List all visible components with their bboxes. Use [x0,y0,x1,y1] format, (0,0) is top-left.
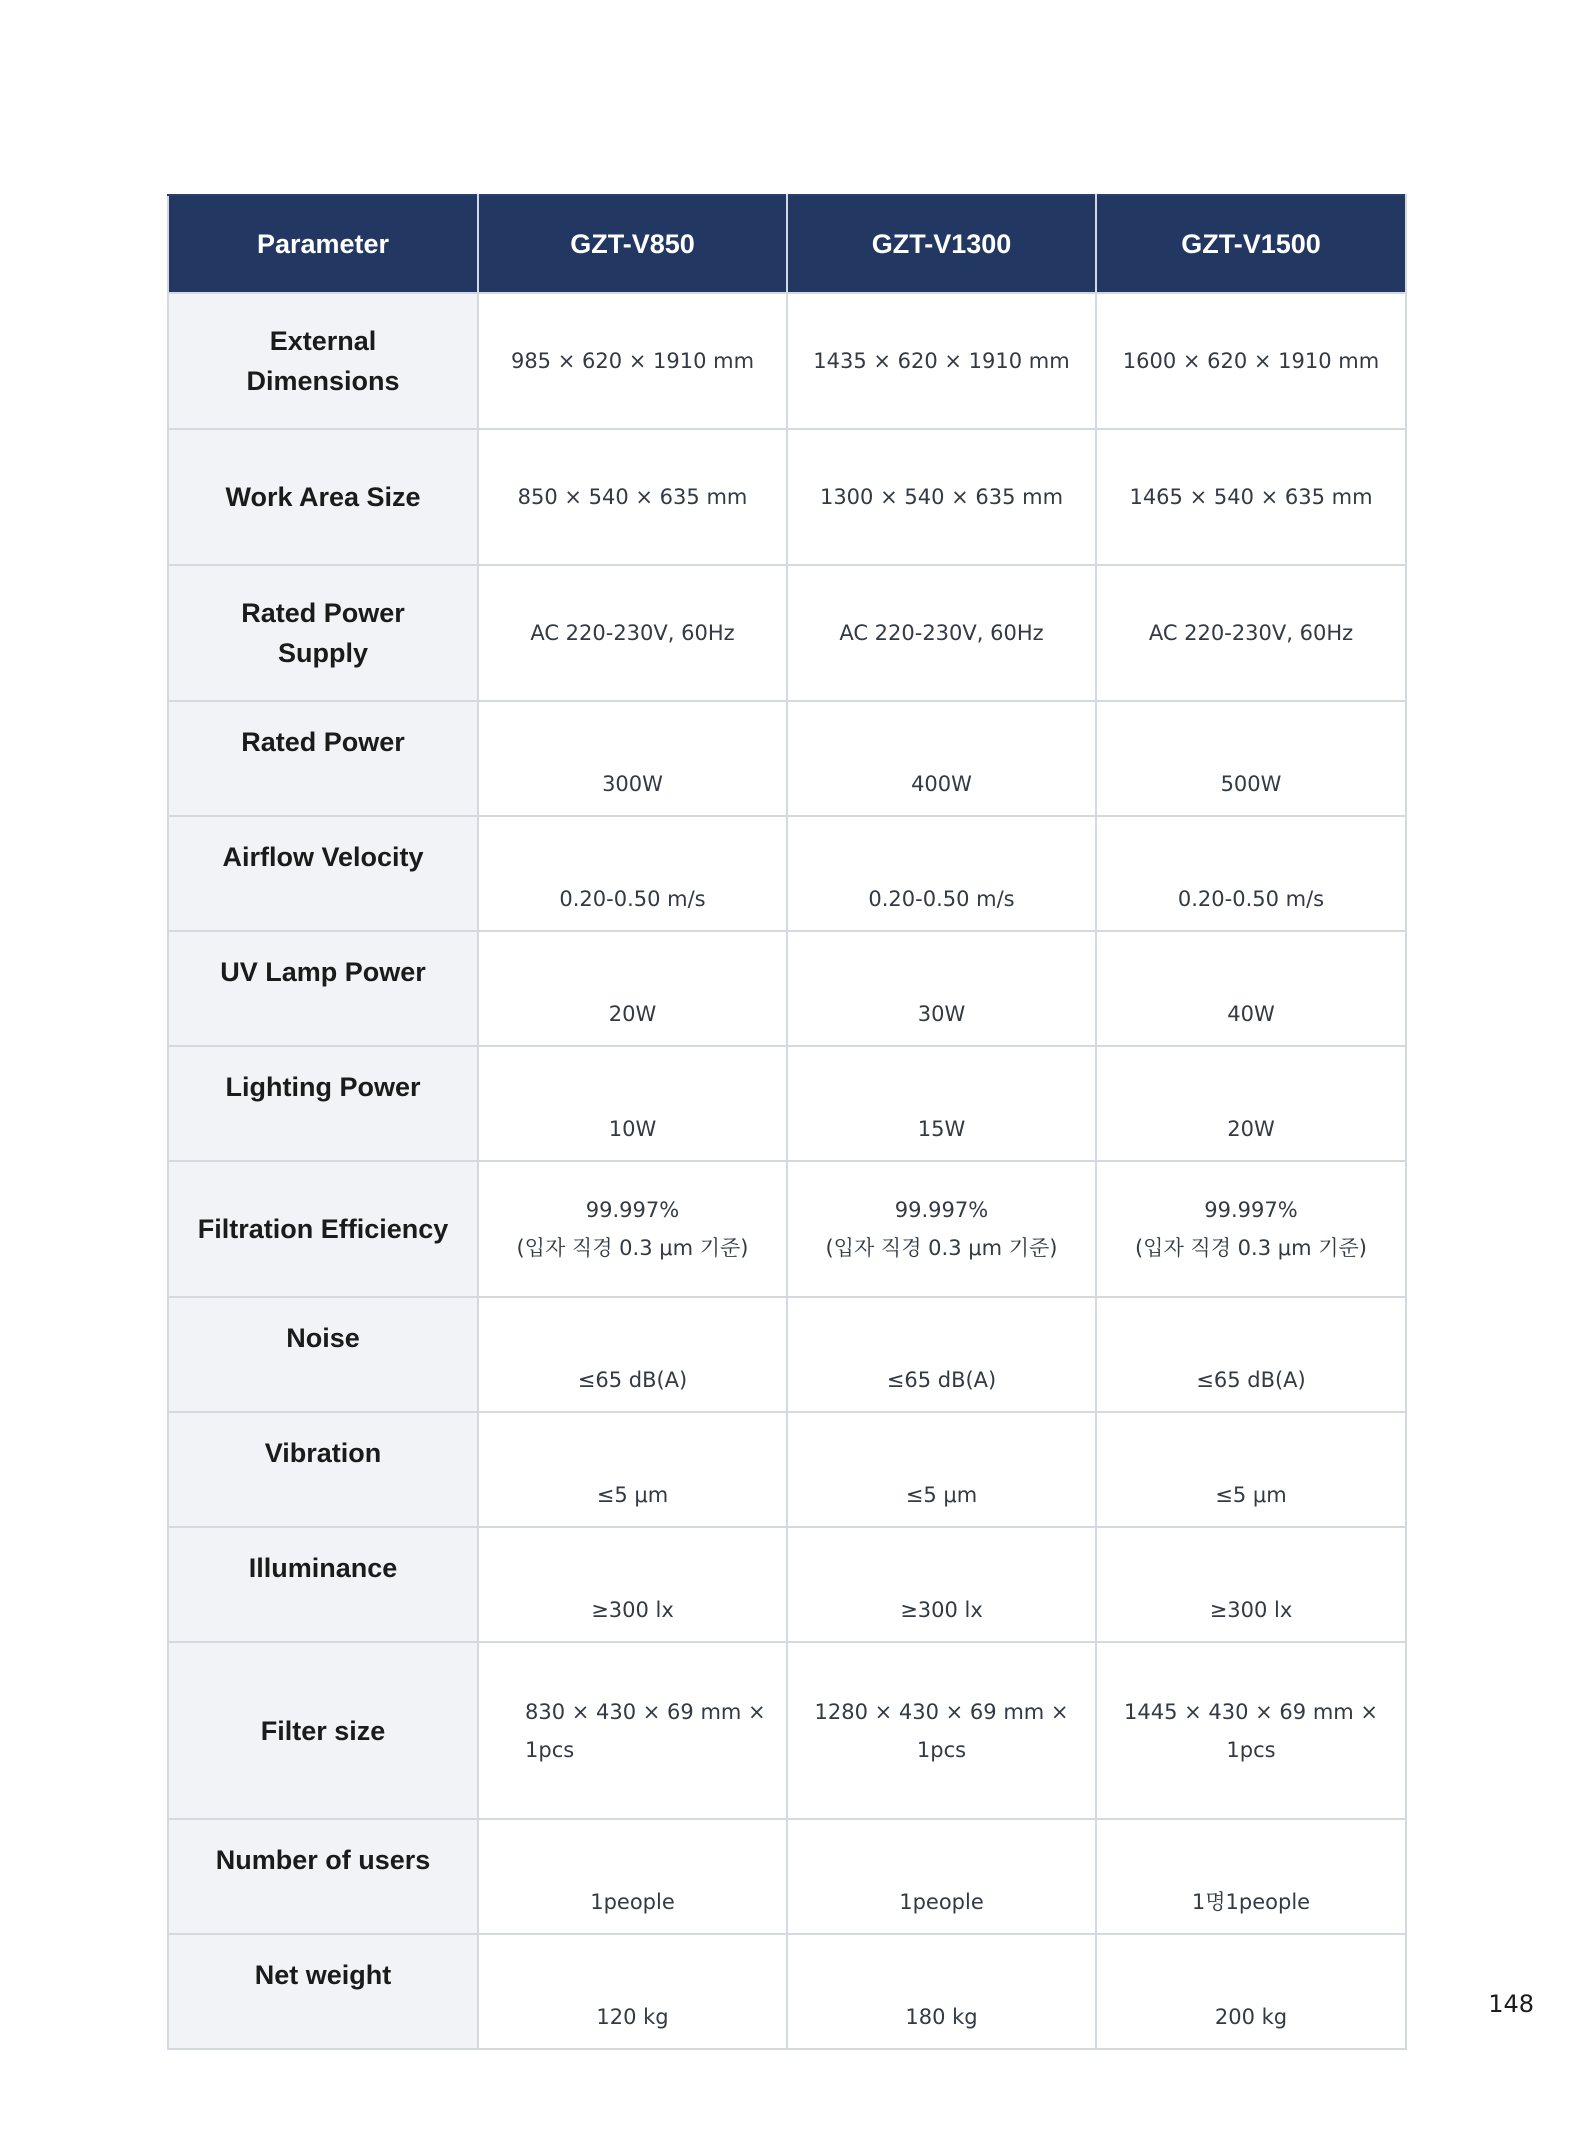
value-cell: 10W [478,1046,787,1161]
value-cell: ≥300 lx [787,1527,1096,1642]
value-cell: 40W [1096,931,1406,1046]
param-rated-power-supply: Rated Power Supply [168,565,478,701]
value-cell: 1300 × 540 × 635 mm [787,429,1096,565]
value-cell: 1435 × 620 × 1910 mm [787,293,1096,429]
param-external-dimensions: External Dimensions [168,293,478,429]
param-lighting-power: Lighting Power [168,1046,478,1161]
value-cell: 1600 × 620 × 1910 mm [1096,293,1406,429]
param-vibration: Vibration [168,1412,478,1527]
table-header-row [168,195,1406,293]
value-cell: 99.997% (입자 직경 0.3 μm 기준) [1096,1161,1406,1297]
value-cell: 15W [787,1046,1096,1161]
value-cell: 1명1people [1096,1819,1406,1934]
table-row [168,565,1406,701]
param-filter-size: Filter size [168,1642,478,1819]
value-cell: 500W [1096,701,1406,816]
param-airflow-velocity: Airflow Velocity [168,816,478,931]
value-cell: 985 × 620 × 1910 mm [478,293,787,429]
value-cell: 0.20-0.50 m/s [1096,816,1406,931]
header-gzt-v1500: GZT-V1500 [1096,195,1406,293]
table-row [168,1046,1406,1161]
param-illuminance: Illuminance [168,1527,478,1642]
value-cell: 1465 × 540 × 635 mm [1096,429,1406,565]
value-cell: AC 220-230V, 60Hz [478,565,787,701]
value-cell: ≥300 lx [478,1527,787,1642]
value-cell: 1445 × 430 × 69 mm × 1pcs [1096,1642,1406,1819]
value-cell: 400W [787,701,1096,816]
table-row [168,293,1406,429]
header-parameter: Parameter [168,195,478,293]
param-noise: Noise [168,1297,478,1412]
table-row [168,1819,1406,1934]
table-row [168,1412,1406,1527]
table-row [168,1642,1406,1819]
table-row [168,1297,1406,1412]
table-row [168,816,1406,931]
table-row [168,429,1406,565]
value-cell: 99.997% (입자 직경 0.3 μm 기준) [787,1161,1096,1297]
param-filtration-efficiency: Filtration Efficiency [168,1161,478,1297]
param-rated-power: Rated Power [168,701,478,816]
table-row [168,1527,1406,1642]
value-cell: ≤65 dB(A) [787,1297,1096,1412]
value-cell: 200 kg [1096,1934,1406,2049]
value-cell: 1people [478,1819,787,1934]
table-row [168,931,1406,1046]
value-cell: 830 × 430 × 69 mm × 1pcs [478,1642,787,1819]
header-gzt-v850: GZT-V850 [478,195,787,293]
value-cell: ≤65 dB(A) [1096,1297,1406,1412]
header-gzt-v1300: GZT-V1300 [787,195,1096,293]
value-cell: 0.20-0.50 m/s [478,816,787,931]
value-cell: AC 220-230V, 60Hz [1096,565,1406,701]
param-net-weight: Net weight [168,1934,478,2049]
value-cell: ≤65 dB(A) [478,1297,787,1412]
value-cell: 1280 × 430 × 69 mm × 1pcs [787,1642,1096,1819]
value-cell: 20W [1096,1046,1406,1161]
value-cell: 99.997% (입자 직경 0.3 μm 기준) [478,1161,787,1297]
value-cell: 850 × 540 × 635 mm [478,429,787,565]
value-cell: 30W [787,931,1096,1046]
param-uv-lamp-power: UV Lamp Power [168,931,478,1046]
value-cell: 20W [478,931,787,1046]
param-work-area-size: Work Area Size [168,429,478,565]
value-cell: AC 220-230V, 60Hz [787,565,1096,701]
value-cell: ≤5 μm [1096,1412,1406,1527]
value-cell: 1people [787,1819,1096,1934]
value-cell: 0.20-0.50 m/s [787,816,1096,931]
value-cell: ≤5 μm [787,1412,1096,1527]
value-cell: 120 kg [478,1934,787,2049]
value-cell: 300W [478,701,787,816]
value-cell: ≤5 μm [478,1412,787,1527]
page-number: 148 [1488,1990,1534,2018]
table-row [168,1161,1406,1297]
param-number-of-users: Number of users [168,1819,478,1934]
table-row [168,701,1406,816]
value-cell: ≥300 lx [1096,1527,1406,1642]
value-cell: 180 kg [787,1934,1096,2049]
spec-table [167,194,1407,2050]
table-row [168,1934,1406,2049]
